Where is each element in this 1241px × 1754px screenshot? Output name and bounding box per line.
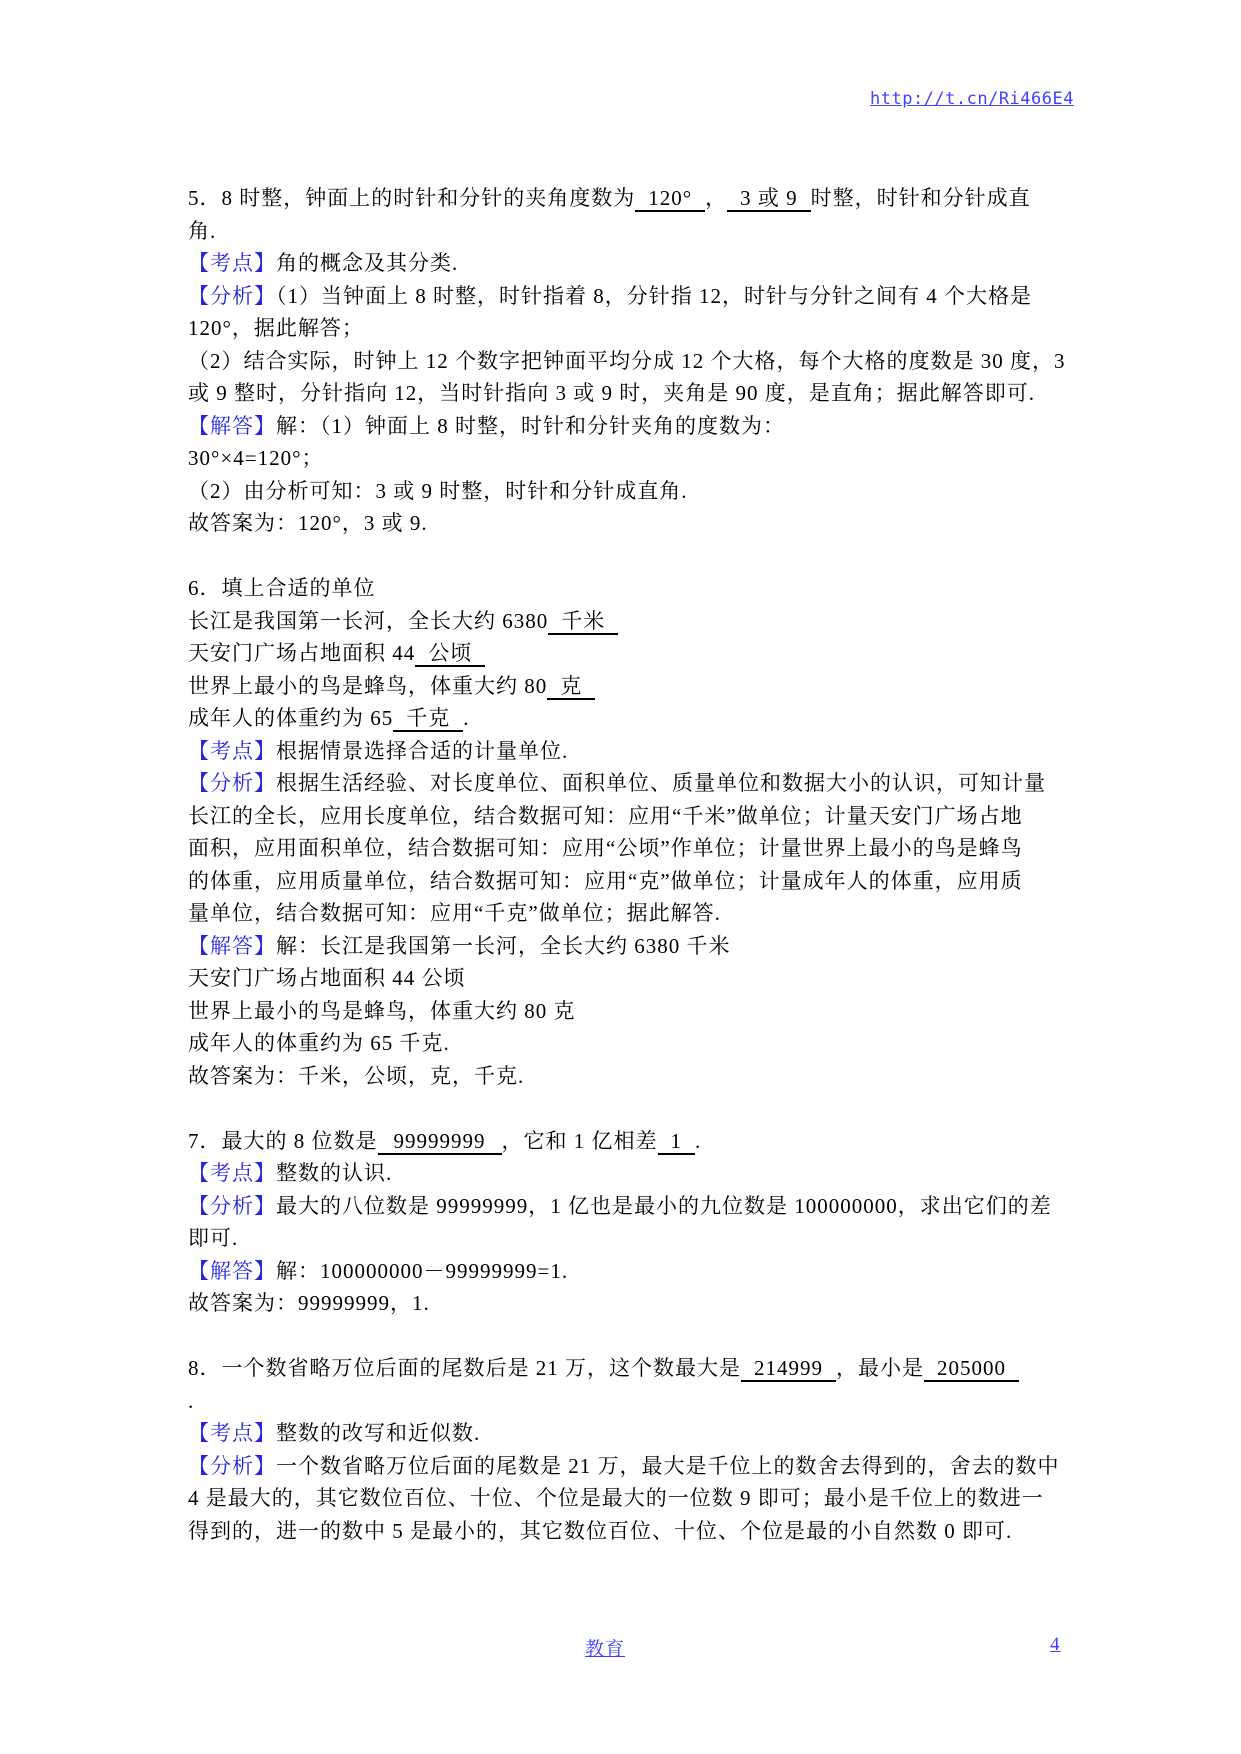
document-content	[188, 182, 1068, 1547]
question-7-block	[188, 1125, 1068, 1320]
kaodian-label: 【考点】	[188, 738, 276, 763]
kaodian-text: 根据情景选择合适的计量单位.	[276, 738, 569, 763]
question-6-fenxi-line	[188, 767, 1068, 800]
question-6-stem-line-5	[188, 702, 1068, 735]
answer-blank-3-or-9: 3 或 9	[727, 186, 811, 212]
fenxi-text: 一个数省略万位后面的尾数是 21 万，最大是千位上的数舍去得到的，舍去的数中	[276, 1453, 1060, 1478]
fenxi-text: 根据生活经验、对长度单位、面积单位、质量单位和数据大小的认识，可知计量	[276, 771, 1046, 795]
question-6-jieda-line-3: 世界上最小的鸟是蜂鸟，体重大约 80 克	[188, 998, 576, 1023]
question-6-item-3-text: 世界上最小的鸟是蜂鸟，体重大约 80	[188, 673, 548, 698]
answer-blank-1: 1	[658, 1129, 696, 1155]
footer-site-link[interactable]: 教育	[585, 1639, 626, 1660]
question-6-stem-line-2	[188, 605, 1068, 638]
question-8-stem-line-1	[188, 1352, 1068, 1385]
footer-page-number-link[interactable]: 4	[1050, 1634, 1061, 1655]
question-8-stem-line-2: .	[188, 1388, 195, 1413]
question-7-stem-post: .	[695, 1128, 702, 1153]
kaodian-label: 【考点】	[188, 251, 276, 275]
answer-blank-gram: 克	[547, 674, 595, 700]
fenxi-label: 【分析】	[188, 771, 276, 795]
jieda-label: 【解答】	[188, 933, 276, 958]
kaodian-label: 【考点】	[188, 1421, 276, 1445]
answer-blank-120-degrees: 120°	[635, 186, 705, 212]
answer-blank-hectare: 公顷	[415, 641, 485, 667]
question-6-jieda-line-4: 成年人的体重约为 65 千克.	[188, 1031, 450, 1055]
question-7-stem-line-1	[188, 1125, 1068, 1158]
question-6-item-1-text: 长江是我国第一长河，全长大约 6380	[188, 608, 549, 633]
kaodian-text: 整数的改写和近似数.	[276, 1421, 481, 1445]
question-5-stem-line-2: 角.	[188, 218, 217, 243]
question-5-jieda-line-3: （2）由分析可知：3 或 9 时整，时针和分针成直角.	[188, 478, 688, 503]
question-8-kaodian-line	[188, 1417, 1068, 1450]
question-6-jieda-line	[188, 930, 1068, 963]
question-8-fenxi-line-2: 4 是最大的，其它数位百位、十位、个位是最大的一位数 9 即可；最小是千位上的数进一	[188, 1486, 1044, 1510]
question-5-fenxi-line-2: 120°，据此解答；	[188, 316, 364, 340]
answer-blank-kilometer: 千米	[548, 609, 618, 635]
question-8-block	[188, 1352, 1068, 1547]
question-6-stem-line-3	[188, 637, 1068, 670]
question-7-answer-line: 故答案为：99999999，1.	[188, 1291, 430, 1315]
question-6-fenxi-line-4: 的体重，应用质量单位，结合数据可知：应用“克”做单位；计量成年人的体重，应用质	[188, 868, 1023, 893]
fenxi-label: 【分析】	[188, 1193, 276, 1218]
question-6-block	[188, 572, 1068, 1092]
fenxi-text: 最大的八位数是 99999999，1 亿也是最小的九位数是 100000000，求出它们的差	[276, 1193, 1052, 1218]
question-6-answer-line: 故答案为：千米，公顷，克，千克.	[188, 1063, 525, 1088]
fenxi-label: 【分析】	[188, 1453, 276, 1478]
kaodian-text: 整数的认识.	[276, 1161, 393, 1185]
question-6-kaodian-line	[188, 735, 1068, 768]
answer-blank-214999: 214999	[741, 1356, 836, 1382]
question-5-stem-post: 时整，时针和分针成直	[810, 186, 1031, 210]
question-7-kaodian-line	[188, 1157, 1068, 1190]
question-5-fenxi-line	[188, 280, 1068, 313]
jieda-text: 解：100000000－99999999=1.	[276, 1258, 569, 1283]
question-7-stem-mid: ，它和 1 亿相差	[501, 1128, 658, 1153]
question-5-block	[188, 182, 1068, 540]
fenxi-label: 【分析】	[188, 283, 276, 308]
question-5-stem-pre: 5．8 时整，钟面上的时针和分针的夹角度数为	[188, 186, 636, 210]
question-7-jieda-line	[188, 1255, 1068, 1288]
question-5-jieda-line-2: 30°×4=120°；	[188, 446, 324, 470]
jieda-text: 解：长江是我国第一长河，全长大约 6380 千米	[276, 933, 731, 958]
question-8-fenxi-line-3: 得到的，进一的数中 5 是最小的，其它数位百位、十位、个位是最的小自然数 0 即可.	[188, 1518, 1013, 1543]
question-5-fenxi-line-3: （2）结合实际，时钟上 12 个数字把钟面平均分成 12 个大格，每个大格的度数是 30 度，3	[188, 348, 1066, 373]
question-7-fenxi-line	[188, 1190, 1068, 1223]
question-6-fenxi-line-5: 量单位，结合数据可知：应用“千克”做单位；据此解答.	[188, 901, 721, 925]
answer-blank-99999999: 99999999	[378, 1129, 502, 1155]
question-5-jieda-line	[188, 410, 1068, 443]
question-8-stem-mid: ，最小是	[836, 1356, 924, 1380]
question-6-item-2-text: 天安门广场占地面积 44	[188, 641, 416, 665]
jieda-label: 【解答】	[188, 1258, 276, 1283]
block-gap	[188, 1320, 1068, 1353]
question-5-kaodian-line	[188, 247, 1068, 280]
question-5-answer-line: 故答案为：120°，3 或 9.	[188, 511, 428, 535]
question-6-item-4-period: .	[463, 706, 470, 730]
answer-blank-kilogram: 千克	[393, 706, 463, 732]
question-6-jieda-line-2: 天安门广场占地面积 44 公顷	[188, 966, 466, 990]
question-7-stem-pre: 7．最大的 8 位数是	[188, 1128, 378, 1153]
answer-blank-205000: 205000	[924, 1356, 1019, 1382]
jieda-text: 解：（1）钟面上 8 时整，时针和分针夹角的度数为：	[276, 413, 785, 438]
question-6-fenxi-line-2: 长江的全长，应用长度单位，结合数据可知：应用“千米”做单位；计量天安门广场占地	[188, 803, 1023, 828]
jieda-label: 【解答】	[188, 413, 276, 438]
question-6-stem-line-1: 6．填上合适的单位	[188, 576, 376, 600]
question-6-fenxi-line-3: 面积，应用面积单位，结合数据可知：应用“公顷”作单位；计量世界上最小的鸟是蜂鸟	[188, 836, 1023, 860]
question-8-fenxi-line	[188, 1450, 1068, 1483]
fenxi-text: （1）当钟面上 8 时整，时针指着 8，分针指 12，时针与分针之间有 4 个大格是	[276, 283, 1032, 308]
kaodian-label: 【考点】	[188, 1161, 276, 1185]
question-5-fenxi-line-4: 或 9 整时，分针指向 12，当时针指向 3 或 9 时，夹角是 90 度，是直角；据此解答即可.	[188, 381, 1035, 405]
question-6-item-4-text: 成年人的体重约为 65	[188, 706, 394, 730]
question-5-stem-line-1	[188, 182, 1068, 215]
kaodian-text: 角的概念及其分类.	[276, 251, 459, 275]
block-gap	[188, 540, 1068, 573]
block-gap	[188, 1092, 1068, 1125]
header-url-link[interactable]: http://t.cn/Ri466E4	[870, 89, 1074, 109]
question-6-stem-line-4	[188, 670, 1068, 703]
question-7-fenxi-line-2: 即可.	[188, 1226, 239, 1250]
question-8-stem-pre: 8．一个数省略万位后面的尾数后是 21 万，这个数最大是	[188, 1356, 741, 1380]
question-5-stem-mid: ，	[705, 186, 728, 210]
